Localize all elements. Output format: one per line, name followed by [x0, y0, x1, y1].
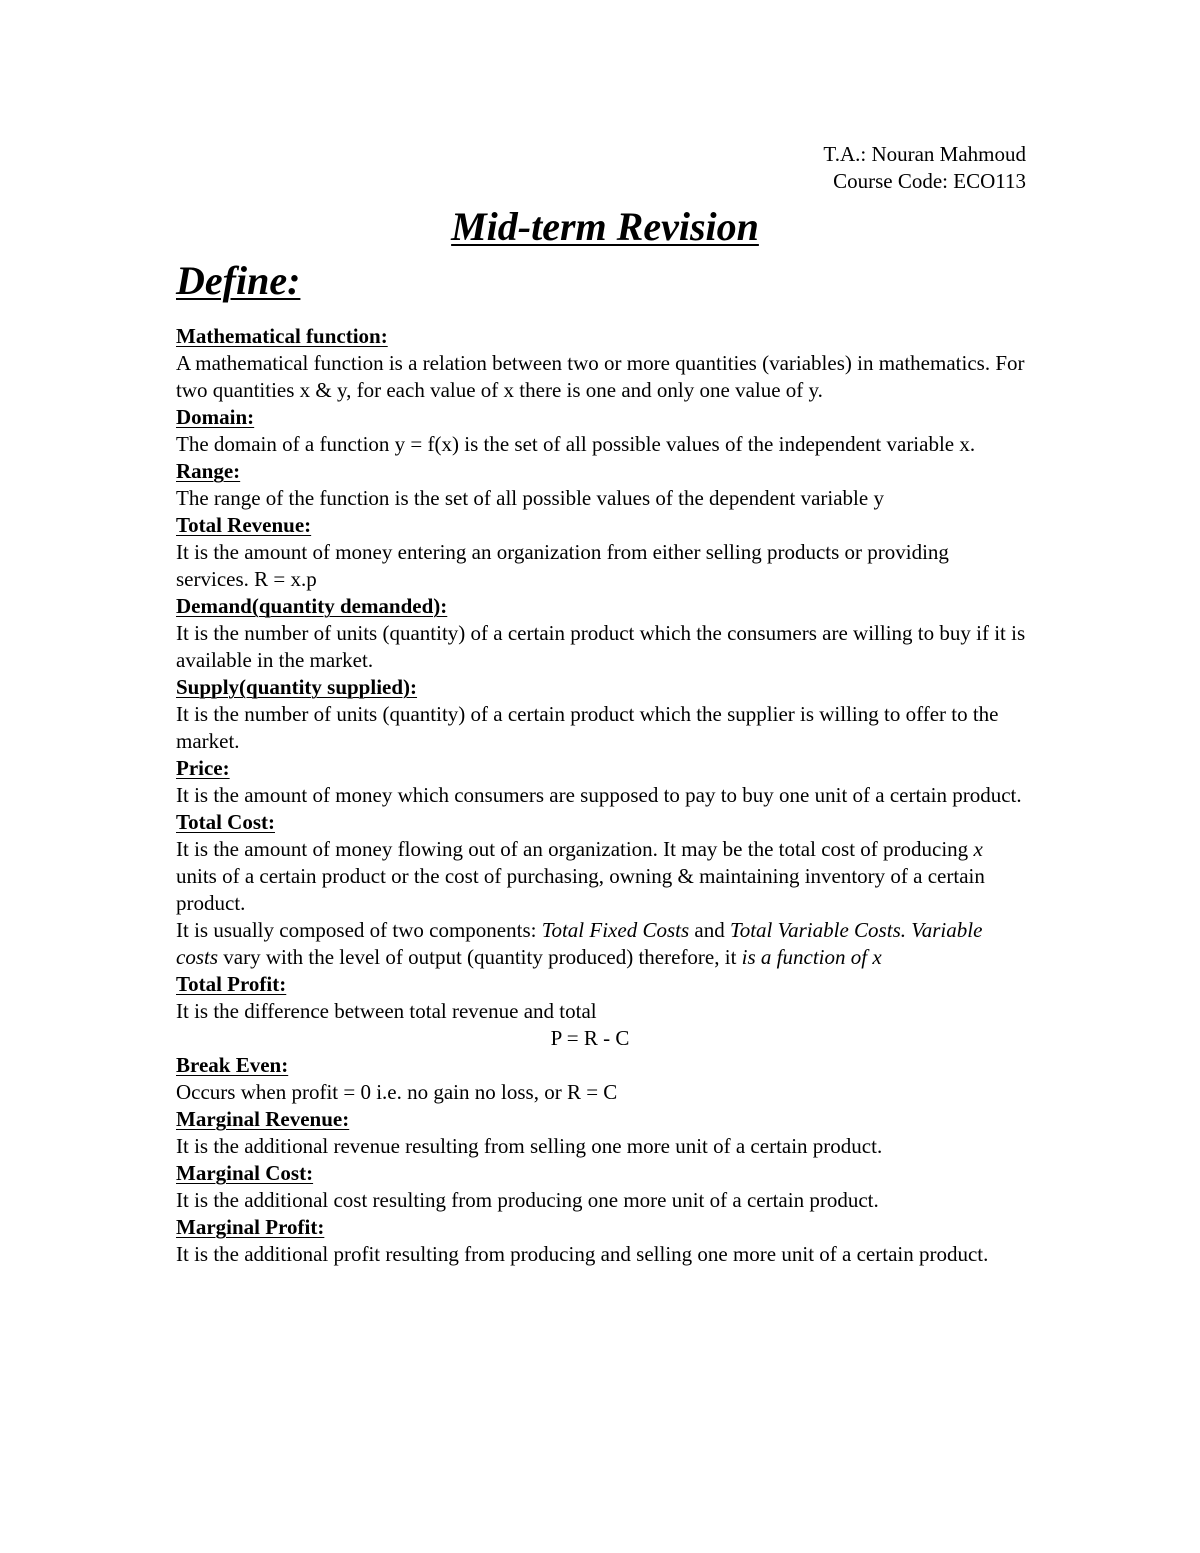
- definition-total-revenue: [176, 512, 1026, 593]
- italic-variable-costs: Total Variable Costs.: [729, 918, 906, 942]
- text-run: It is the amount of money flowing out of an organization. It may be the total cost of producing: [176, 837, 974, 861]
- definitions-list: [176, 323, 1026, 1268]
- definition-text: It is the amount of money entering an organization from either selling products or providing services. R = x.p: [176, 540, 949, 591]
- italic-x: x: [973, 837, 983, 861]
- definition-supply: [176, 674, 1026, 755]
- term-heading: Total Revenue:: [176, 513, 312, 537]
- definition-text-2: [176, 917, 1026, 971]
- term-heading: Demand(quantity demanded):: [176, 594, 448, 618]
- term-heading: Price:: [176, 756, 230, 780]
- course-code: Course Code: ECO113: [833, 169, 1026, 193]
- italic-variable-costs-lead: Variable costs: [176, 918, 983, 969]
- term-heading: Mathematical function:: [176, 324, 388, 348]
- text-run: units of a certain product or the cost of purchasing, owning & maintaining inventory of a certain product.: [176, 864, 985, 915]
- term-heading: Break Even:: [176, 1053, 289, 1077]
- definition-marginal-revenue: [176, 1106, 1026, 1160]
- term-heading: Supply(quantity supplied):: [176, 675, 418, 699]
- ta-name: T.A.: Nouran Mahmoud: [823, 142, 1026, 166]
- definition-text: It is the difference between total revenue and total: [176, 999, 597, 1023]
- term-heading: Marginal Profit:: [176, 1215, 325, 1239]
- definition-domain: [176, 404, 1026, 458]
- definition-range: [176, 458, 1026, 512]
- definition-text: The range of the function is the set of all possible values of the dependent variable y: [176, 486, 884, 510]
- text-run: vary with the level of output (quantity produced) therefore, it: [218, 945, 742, 969]
- definition-total-profit: [176, 971, 1026, 1052]
- term-heading: Marginal Revenue:: [176, 1107, 350, 1131]
- definition-text: It is the additional profit resulting from producing and selling one more unit of a certain product.: [176, 1242, 989, 1266]
- term-heading: Total Profit:: [176, 972, 287, 996]
- definition-demand: [176, 593, 1026, 674]
- text-run: It is usually composed of two components:: [176, 918, 542, 942]
- term-heading: Total Cost:: [176, 810, 275, 834]
- italic-fixed-costs: Total Fixed Costs: [541, 918, 690, 942]
- text-run: and: [689, 918, 730, 942]
- page-title: Mid-term Revision: [451, 204, 759, 249]
- term-heading: Range:: [176, 459, 241, 483]
- term-heading: Domain:: [176, 405, 255, 429]
- definition-text: It is the additional cost resulting from producing one more unit of a certain product.: [176, 1188, 879, 1212]
- definition-marginal-profit: [176, 1214, 1026, 1268]
- definition-text: The domain of a function y = f(x) is the set of all possible values of the independent variable x.: [176, 432, 976, 456]
- definition-text: It is the amount of money which consumers are supposed to pay to buy one unit of a certain product.: [176, 783, 1022, 807]
- definition-total-cost: [176, 809, 1026, 971]
- definition-marginal-cost: [176, 1160, 1026, 1214]
- definition-mathematical-function: [176, 323, 1026, 404]
- definition-text: It is the additional revenue resulting from selling one more unit of a certain product.: [176, 1134, 883, 1158]
- term-heading: Marginal Cost:: [176, 1161, 314, 1185]
- section-heading-define: Define:: [176, 258, 301, 303]
- definition-text: It is the number of units (quantity) of a certain product which the supplier is willing to offer to the market.: [176, 702, 999, 753]
- definition-text: It is the number of units (quantity) of a certain product which the consumers are willing to buy if it is available in the market.: [176, 621, 1026, 672]
- page-content: [176, 141, 1026, 1268]
- definition-break-even: [176, 1052, 1026, 1106]
- italic-function-of-x: is a function of x: [741, 945, 882, 969]
- definition-text: A mathematical function is a relation between two or more quantities (variables) in mathematics. For two quantities x & y, for each value of x there is one and only one value of y.: [176, 351, 1025, 402]
- definition-text-1: [176, 836, 1026, 917]
- definition-price: [176, 755, 1026, 809]
- profit-formula: P = R - C: [550, 1026, 630, 1050]
- definition-text: Occurs when profit = 0 i.e. no gain no loss, or R = C: [176, 1080, 618, 1104]
